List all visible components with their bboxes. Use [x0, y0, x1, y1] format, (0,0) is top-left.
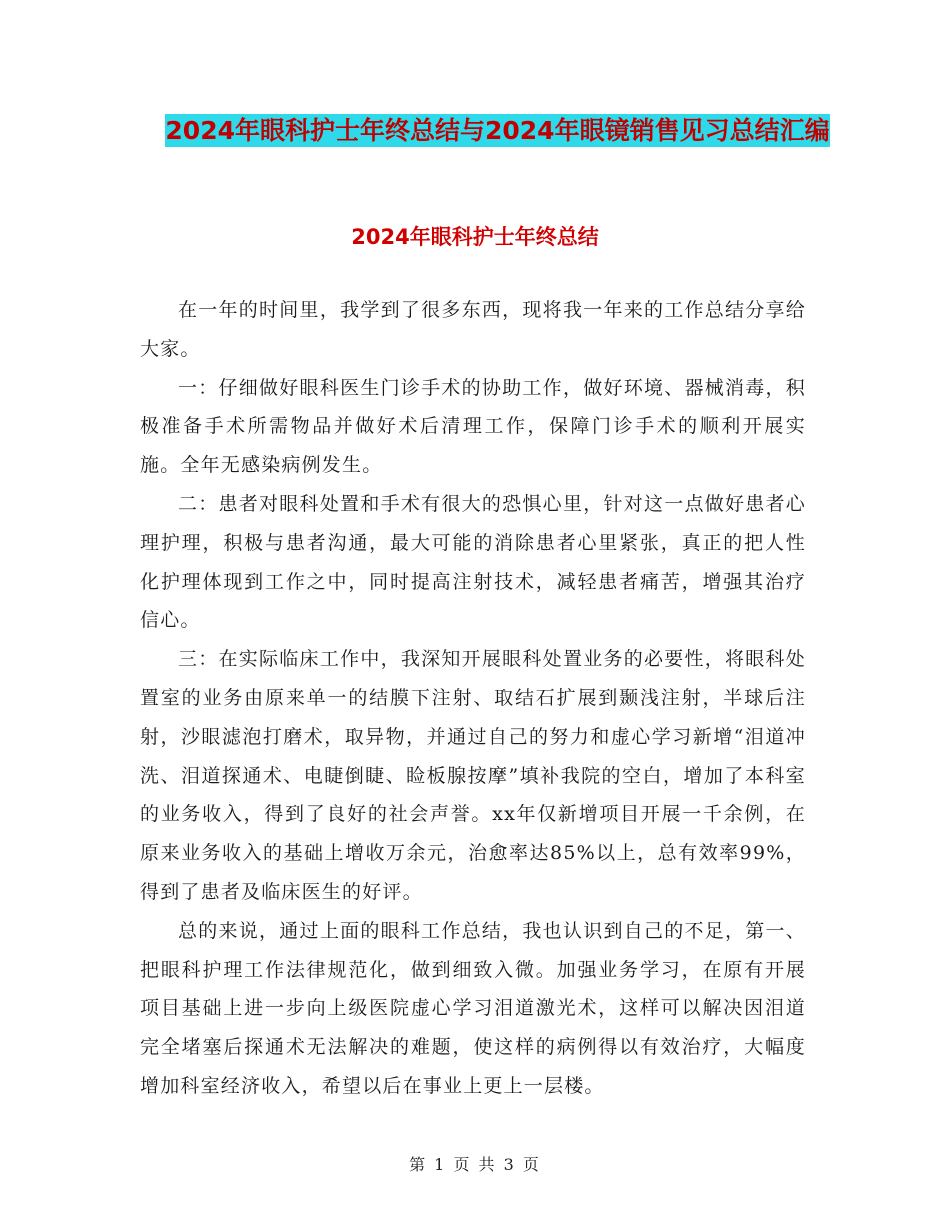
paragraph-item-2: 二：患者对眼科处置和手术有很大的恐惧心里，针对这一点做好患者心理护理，积极与患者沟通，最大可能的消除患者心里紧张，真正的把人性化护理体现到工作之中，同时提高注射技术，减轻患者痛苦，增强其治疗信心。 [140, 492, 806, 632]
page-footer: 第 1 页 共 3 页 [409, 1155, 541, 1174]
document-title [120, 109, 875, 152]
document-body [140, 291, 806, 1106]
section-title: 2024年眼科护士年终总结 [351, 225, 599, 249]
paragraph-item-3: 三：在实际临床工作中，我深知开展眼科处置业务的必要性，将眼科处置室的业务由原来单一的结膜下注射、取结石扩展到颞浅注射，半球后注射，沙眼滤泡打磨术，取异物，并通过自己的努力和虚心学习新增“泪道冲洗、泪道探通术、电睫倒睫、睑板腺按摩”填补我院的空白，增加了本科室的业务收入，得到了良好的社会声誉。xx年仅新增项目开展一千余例，在原来业务收入的基础上增收万余元，治愈率达85%以上，总有效率99%，得到了患者及临床医生的好评。 [140, 648, 806, 903]
document-title-text: 2024年眼科护士年终总结与2024年眼镜销售见习总结汇编 [165, 116, 830, 145]
paragraph-intro: 在一年的时间里，我学到了很多东西，现将我一年来的工作总结分享给大家。 [140, 299, 806, 360]
paragraph-conclusion: 总的来说，通过上面的眼科工作总结，我也认识到自己的不足，第一、把眼科护理工作法律规范化，做到细致入微。加强业务学习，在原有开展项目基础上进一步向上级医院虚心学习泪道激光术，这样可以解决因泪道完全堵塞后探通术无法解决的难题，使这样的病例得以有效治疗，大幅度增加科室经济收入，希望以后在事业上更上一层楼。 [140, 919, 806, 1097]
paragraph-item-1: 一：仔细做好眼科医生门诊手术的协助工作，做好环境、器械消毒，积极准备手术所需物品并做好术后清理工作，保障门诊手术的顺利开展实施。全年无感染病例发生。 [140, 376, 806, 477]
